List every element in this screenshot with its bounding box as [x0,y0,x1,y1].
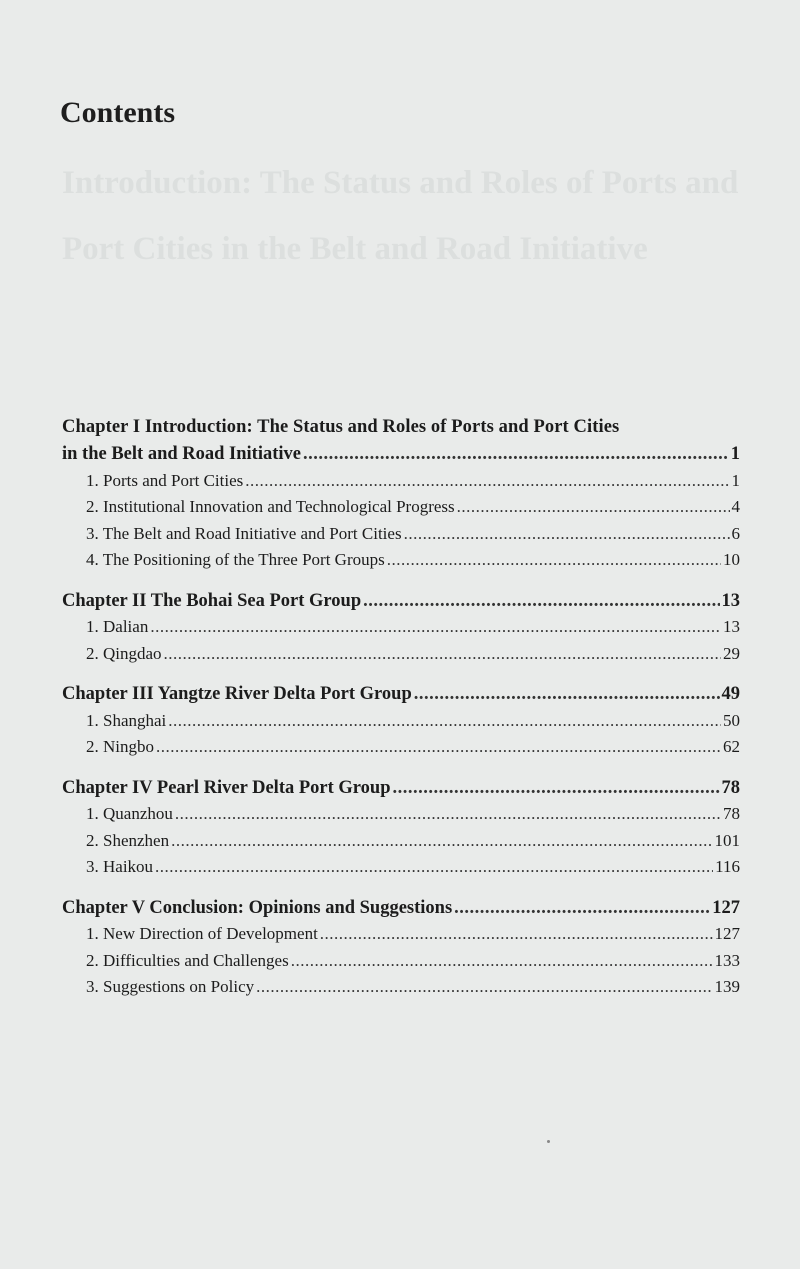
leader-dots [155,854,713,881]
leader-dots [393,775,720,802]
leader-dots [164,641,721,668]
leader-dots [454,895,710,922]
page-number: 78 [723,804,740,823]
section-entry[interactable] [62,854,740,881]
chapter-entry[interactable] [62,775,740,802]
page-number: 62 [723,737,740,756]
page-number: 50 [723,710,740,730]
leader-dots [291,948,713,975]
section-title: 1. Shanghai [86,710,167,730]
chapter-entry[interactable] [62,441,740,468]
section-entry[interactable] [62,801,740,828]
chapter-entry[interactable] [62,588,740,615]
section-title: 1. Dalian [86,617,149,636]
section-entry[interactable] [62,734,740,761]
section-entry[interactable] [62,494,740,521]
leader-dots [245,468,729,495]
leader-dots [363,588,719,615]
section-entry[interactable] [62,828,740,855]
leader-dots [414,681,720,708]
page-number: 13 [723,617,740,636]
section-title: 2. Ningbo [86,737,154,756]
section-title: 1. Ports and Port Cities [86,470,244,490]
section-title: 2. Difficulties and Challenges [86,950,289,970]
chapter-entry[interactable] [62,681,740,708]
section-title: 4. The Positioning of the Three Port Groups [86,550,385,569]
chapter-block [62,775,740,881]
page-number: 6 [731,523,740,543]
chapter-title: Chapter III Yangtze River Delta Port Group [62,684,412,704]
speck [547,1140,550,1143]
page-number: 10 [723,550,740,569]
section-entry[interactable] [62,948,740,975]
leader-dots [256,974,712,1001]
section-title: 2. Shenzhen [86,830,170,850]
leader-dots [150,614,721,641]
page-number: 101 [714,830,740,850]
section-entry[interactable] [62,974,740,1001]
leader-dots [303,441,729,468]
page-number: 127 [714,924,740,943]
page-title: Contents [60,96,176,129]
section-title: 2. Institutional Innovation and Technological Progress [86,497,455,516]
section-title: 3. Haikou [86,857,154,876]
section-entry[interactable] [62,468,740,495]
page-number: 1 [731,470,740,490]
chapter-block [62,895,740,1001]
page-number: 116 [715,857,740,876]
page-number: 127 [712,897,740,918]
leader-dots [168,708,721,735]
leader-dots [387,547,721,574]
leader-dots [156,734,721,761]
chapter-title: Chapter IV Pearl River Delta Port Group [62,777,391,798]
chapter-title: Chapter II The Bohai Sea Port Group [62,590,362,611]
table-of-contents [62,413,740,1001]
page-number: 13 [721,590,740,611]
chapter-block [62,588,740,668]
bleed-line: Port Cities in the Belt and Road Initiative [62,231,648,267]
section-entry[interactable] [62,521,740,548]
page-number: 139 [714,977,740,996]
page-number: 1 [730,444,740,464]
leader-dots [404,521,730,548]
leader-dots [175,801,721,828]
page-number: 133 [714,950,740,970]
leader-dots [320,921,713,948]
section-entry[interactable] [62,708,740,735]
page-number: 49 [721,684,740,704]
bleed-line: Introduction: The Status and Roles of Ports and [62,165,739,201]
page-number: 78 [721,777,740,798]
chapter-title: Chapter V Conclusion: Opinions and Suggestions [62,897,453,918]
section-entry[interactable] [62,547,740,574]
leader-dots [457,494,730,521]
chapter-title-cont: in the Belt and Road Initiative [62,444,301,464]
section-title: 2. Qingdao [86,643,162,663]
chapter-block [62,681,740,761]
section-entry[interactable] [62,641,740,668]
leader-dots [171,828,712,855]
section-title: 3. Suggestions on Policy [86,977,255,996]
chapter-block [62,413,740,574]
section-title: 1. Quanzhou [86,804,173,823]
chapter-title-line: Chapter I Introduction: The Status and Roles of Ports and Port Cities [62,417,620,437]
section-entry[interactable] [62,614,740,641]
section-entry[interactable] [62,921,740,948]
section-title: 3. The Belt and Road Initiative and Port Cities [86,523,402,543]
section-title: 1. New Direction of Development [86,924,318,943]
chapter-entry[interactable] [62,895,740,922]
bleed-through-text [62,150,742,282]
page-number: 29 [723,643,740,663]
page-number: 4 [731,497,740,516]
